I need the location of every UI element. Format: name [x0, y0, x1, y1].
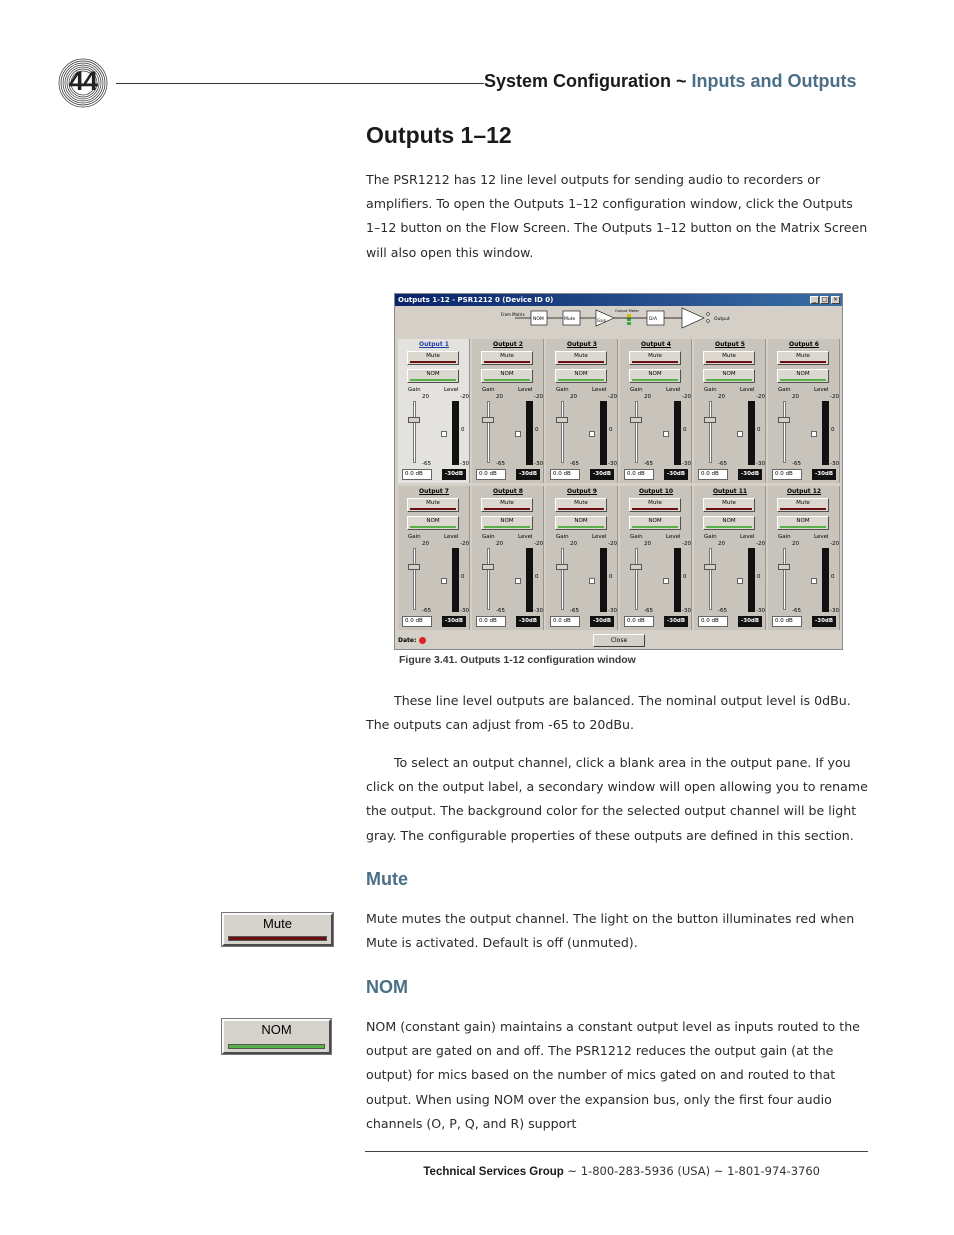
level-meter	[452, 548, 459, 612]
output-channel-label[interactable]: Output 11	[712, 488, 748, 495]
output-channel-label[interactable]: Output 1	[419, 341, 449, 348]
level-max-tick: -20	[756, 541, 765, 547]
page-title: Outputs 1–12	[366, 122, 512, 148]
nom-button-illustration	[222, 1019, 331, 1054]
mute-led-icon	[632, 508, 678, 510]
gain-value-field[interactable]: 0.0 dB	[772, 616, 802, 627]
gain-min-tick: -65	[422, 608, 431, 614]
level-mid-tick: 0	[535, 427, 539, 433]
window-close-button[interactable]: Close	[593, 634, 645, 647]
gain-min-tick: -65	[422, 461, 431, 467]
channel-nom-label: NOM	[796, 518, 810, 524]
nom-led-icon	[410, 526, 456, 528]
level-value-readout: -30dB	[664, 616, 688, 627]
level-min-tick: -30	[608, 461, 617, 467]
gain-min-tick: -65	[570, 461, 579, 467]
level-meter	[600, 548, 607, 612]
flow-da-label: D/A	[649, 317, 658, 322]
level-label: Level	[740, 534, 755, 540]
gain-max-tick: 20	[718, 394, 725, 400]
gain-min-tick: -65	[496, 461, 505, 467]
gain-label: Gain	[408, 387, 421, 393]
channel-mute-label: Mute	[426, 353, 440, 359]
mute-led-icon	[484, 361, 530, 363]
level-meter	[600, 401, 607, 465]
gain-label: Gain	[556, 387, 569, 393]
output-channel-strip[interactable]	[694, 486, 766, 630]
meter-hold-checkbox[interactable]	[737, 431, 743, 437]
channel-mute-label: Mute	[574, 353, 588, 359]
gain-slider-track[interactable]	[709, 401, 712, 463]
close-icon[interactable]: ×	[832, 296, 839, 303]
gain-slider-thumb[interactable]	[704, 417, 716, 423]
channel-nom-button[interactable]	[777, 369, 829, 383]
level-min-tick: -30	[830, 608, 839, 614]
level-meter	[526, 548, 533, 612]
nom-led-icon	[484, 379, 530, 381]
channel-mute-button[interactable]	[703, 498, 755, 512]
level-value-readout: -30dB	[812, 469, 836, 480]
level-mid-tick: 0	[831, 574, 835, 580]
signal-flow-diagram	[395, 307, 842, 339]
level-meter	[452, 401, 459, 465]
output-channel-strip[interactable]	[546, 486, 618, 630]
mute-led-icon	[410, 508, 456, 510]
level-mid-tick: 0	[609, 427, 613, 433]
select-channel-paragraph: To select an output channel, click a blank area in the output pane. If you click on the output label, a secondary window will open allowing you to rename the output. The background color for the selected output channel will be light gray. The configurable properties of these outputs are defined in this section.	[366, 755, 868, 843]
channel-nom-button[interactable]	[555, 516, 607, 530]
level-mid-tick: 0	[461, 574, 465, 580]
flow-nom-label: NOM	[533, 317, 544, 322]
footer-phone-usa: 1-800-283-5936 (USA)	[580, 1164, 711, 1178]
output-channel-strip[interactable]	[546, 339, 618, 483]
channel-mute-button[interactable]	[777, 351, 829, 365]
level-meter	[748, 401, 755, 465]
level-label: Level	[666, 387, 681, 393]
level-value-readout: -30dB	[812, 616, 836, 627]
gain-slider-thumb[interactable]	[556, 564, 568, 570]
gain-slider-thumb[interactable]	[704, 564, 716, 570]
output-channel-strip[interactable]	[768, 339, 840, 483]
nom-description: NOM (constant gain) maintains a constant output level as inputs routed to the output are gated on and off. The PSR1212 reduces the output gain (at the output) for mics based on the number of mics gated on and routed to that output. When using NOM over the expansion bus, only the first four audio channels (O, P, Q, and R) support	[366, 1019, 860, 1131]
meter-hold-checkbox[interactable]	[515, 431, 521, 437]
nom-led-icon	[558, 379, 604, 381]
level-label: Level	[814, 534, 829, 540]
gain-max-tick: 20	[718, 541, 725, 547]
level-meter	[674, 401, 681, 465]
flow-from-matrix-label: From Matrix	[501, 312, 525, 317]
channel-nom-button[interactable]	[777, 516, 829, 530]
meter-hold-checkbox[interactable]	[441, 431, 447, 437]
output-channel-label[interactable]: Output 4	[641, 341, 671, 348]
output-channel-strip[interactable]	[398, 339, 470, 483]
level-mid-tick: 0	[757, 574, 761, 580]
channel-mute-button[interactable]	[555, 498, 607, 512]
flow-meter-label: Output Meter	[615, 309, 640, 313]
footer-phone-intl: 1-801-974-3760	[727, 1164, 820, 1178]
output-channel-label[interactable]: Output 12	[786, 488, 822, 495]
gain-value-field[interactable]: 0.0 dB	[550, 469, 580, 480]
date-label: Date:	[398, 637, 417, 644]
nom-led-icon	[706, 379, 752, 381]
date-status-led-icon	[419, 637, 426, 644]
level-min-tick: -30	[460, 608, 469, 614]
channel-mute-label: Mute	[648, 500, 662, 506]
footer-sep-1: ~	[563, 1164, 581, 1178]
gain-min-tick: -65	[792, 461, 801, 467]
level-min-tick: -30	[756, 461, 765, 467]
outputs-config-window	[394, 293, 843, 650]
level-value-readout: -30dB	[590, 616, 614, 627]
level-value-readout: -30dB	[738, 469, 762, 480]
gain-value-field[interactable]: 0.0 dB	[698, 469, 728, 480]
meter-hold-checkbox[interactable]	[737, 578, 743, 584]
meter-hold-checkbox[interactable]	[441, 578, 447, 584]
gain-value-field[interactable]: 0.0 dB	[624, 616, 654, 627]
gain-slider-track[interactable]	[413, 401, 416, 463]
channel-mute-button[interactable]	[481, 351, 533, 365]
level-mid-tick: 0	[683, 427, 687, 433]
level-max-tick: -20	[460, 394, 469, 400]
channel-nom-button[interactable]	[703, 516, 755, 530]
gain-max-tick: 20	[422, 394, 429, 400]
flow-gain-label: Gain	[597, 318, 607, 323]
gain-label: Gain	[704, 534, 717, 540]
output-channel-label[interactable]: Output 2	[493, 341, 523, 348]
channel-mute-label: Mute	[574, 500, 588, 506]
minimize-icon[interactable]: _	[810, 296, 819, 304]
gain-max-tick: 20	[496, 394, 503, 400]
level-meter	[748, 548, 755, 612]
channel-mute-button[interactable]	[481, 498, 533, 512]
channel-nom-label: NOM	[426, 518, 440, 524]
gain-label: Gain	[778, 387, 791, 393]
header-subsection: Inputs and Outputs	[691, 71, 857, 91]
channel-mute-button[interactable]	[629, 351, 681, 365]
channel-nom-button[interactable]	[481, 516, 533, 530]
output-channel-label[interactable]: Output 9	[567, 488, 597, 495]
mute-led-icon	[484, 508, 530, 510]
level-label: Level	[666, 534, 681, 540]
window-titlebar	[395, 294, 842, 306]
channel-mute-button[interactable]	[777, 498, 829, 512]
level-min-tick: -30	[830, 461, 839, 467]
gain-min-tick: -65	[718, 608, 727, 614]
level-meter	[526, 401, 533, 465]
gain-slider-thumb[interactable]	[408, 417, 420, 423]
channel-nom-label: NOM	[722, 518, 736, 524]
gain-max-tick: 20	[496, 541, 503, 547]
mute-led-icon	[558, 361, 604, 363]
mute-led-icon	[558, 508, 604, 510]
channel-nom-label: NOM	[796, 371, 810, 377]
page-number: 44	[68, 66, 98, 96]
output-channel-label[interactable]: Output 6	[789, 341, 819, 348]
output-channel-label[interactable]: Output 5	[715, 341, 745, 348]
gain-min-tick: -65	[496, 608, 505, 614]
output-channel-strip[interactable]	[620, 339, 692, 483]
gain-slider-track[interactable]	[487, 548, 490, 610]
level-value-readout: -30dB	[442, 469, 466, 480]
gain-label: Gain	[556, 534, 569, 540]
channel-nom-label: NOM	[722, 371, 736, 377]
nom-led-icon	[780, 379, 826, 381]
gain-value-field[interactable]: 0.0 dB	[476, 469, 506, 480]
channel-nom-button[interactable]	[703, 369, 755, 383]
level-min-tick: -30	[534, 608, 543, 614]
nom-led-icon	[780, 526, 826, 528]
level-mid-tick: 0	[683, 574, 687, 580]
output-channel-label[interactable]: Output 10	[638, 488, 674, 495]
meter-hold-checkbox[interactable]	[663, 431, 669, 437]
output-channel-strip[interactable]	[768, 486, 840, 630]
window-title: Outputs 1-12 - PSR1212 0 (Device ID 0)	[398, 296, 554, 304]
figure-caption: Figure 3.41. Outputs 1-12 configuration window	[399, 654, 636, 666]
gain-label: Gain	[408, 534, 421, 540]
gain-min-tick: -65	[570, 608, 579, 614]
footer	[366, 1164, 820, 1178]
gain-value-field[interactable]: 0.0 dB	[772, 469, 802, 480]
footer-org: Technical Services Group	[423, 1166, 564, 1178]
running-header	[484, 71, 857, 92]
level-label: Level	[592, 387, 607, 393]
flow-output-amp-triangle	[682, 308, 704, 328]
gain-slider-track[interactable]	[487, 401, 490, 463]
gain-slider-track[interactable]	[635, 401, 638, 463]
nom-led-icon	[484, 526, 530, 528]
gain-value-field[interactable]: 0.0 dB	[624, 469, 654, 480]
level-max-tick: -20	[534, 394, 543, 400]
header-section: System Configuration	[484, 71, 672, 91]
gain-label: Gain	[482, 387, 495, 393]
footer-rule	[365, 1151, 868, 1152]
level-max-tick: -20	[830, 541, 839, 547]
mute-heading: Mute	[366, 869, 408, 889]
nom-button-label: NOM	[261, 1022, 292, 1037]
flow-output-label: Output	[714, 317, 730, 322]
gain-value-field[interactable]: 0.0 dB	[550, 616, 580, 627]
channel-nom-button[interactable]	[629, 516, 681, 530]
level-min-tick: -30	[682, 608, 691, 614]
footer-sep-2: ~	[710, 1164, 728, 1178]
gain-slider-thumb[interactable]	[482, 564, 494, 570]
output-channel-label[interactable]: Output 7	[419, 488, 449, 495]
channel-mute-button[interactable]	[629, 498, 681, 512]
nom-led-icon	[410, 379, 456, 381]
output-channel-strip[interactable]	[398, 486, 470, 630]
gain-slider-track[interactable]	[413, 548, 416, 610]
output-channel-label[interactable]: Output 8	[493, 488, 523, 495]
mute-led-icon	[228, 936, 327, 941]
meter-hold-checkbox[interactable]	[811, 431, 817, 437]
level-value-readout: -30dB	[664, 469, 688, 480]
gain-label: Gain	[630, 387, 643, 393]
gain-max-tick: 20	[570, 541, 577, 547]
balanced-outputs-paragraph: These line level outputs are balanced. The nominal output level is 0dBu. The outputs can adjust from -65 to 20dBu.	[366, 693, 851, 733]
gain-slider-track[interactable]	[709, 548, 712, 610]
channel-mute-button[interactable]	[407, 498, 459, 512]
level-label: Level	[444, 534, 459, 540]
gain-label: Gain	[704, 387, 717, 393]
gain-value-field[interactable]: 0.0 dB	[698, 616, 728, 627]
level-min-tick: -30	[682, 461, 691, 467]
channel-mute-label: Mute	[722, 353, 736, 359]
output-channel-strip[interactable]	[694, 339, 766, 483]
channel-mute-label: Mute	[500, 500, 514, 506]
level-max-tick: -20	[534, 541, 543, 547]
gain-value-field[interactable]: 0.0 dB	[402, 469, 432, 480]
level-max-tick: -20	[830, 394, 839, 400]
channel-nom-label: NOM	[574, 371, 588, 377]
channel-nom-label: NOM	[574, 518, 588, 524]
level-label: Level	[444, 387, 459, 393]
level-max-tick: -20	[682, 541, 691, 547]
nom-heading: NOM	[366, 977, 408, 997]
gain-slider-track[interactable]	[561, 401, 564, 463]
level-min-tick: -30	[608, 608, 617, 614]
nom-led-icon	[632, 379, 678, 381]
nom-led-icon	[706, 526, 752, 528]
gain-min-tick: -65	[792, 608, 801, 614]
level-meter	[674, 548, 681, 612]
level-min-tick: -30	[460, 461, 469, 467]
gain-label: Gain	[482, 534, 495, 540]
level-value-readout: -30dB	[590, 469, 614, 480]
gain-max-tick: 20	[570, 394, 577, 400]
nom-led-icon	[558, 526, 604, 528]
channel-grid	[398, 339, 839, 629]
maximize-icon[interactable]: □	[821, 296, 828, 303]
level-max-tick: -20	[460, 541, 469, 547]
gain-max-tick: 20	[644, 541, 651, 547]
level-max-tick: -20	[608, 541, 617, 547]
mute-button-illustration	[222, 913, 333, 946]
channel-mute-label: Mute	[722, 500, 736, 506]
level-max-tick: -20	[756, 394, 765, 400]
output-channel-strip[interactable]	[620, 486, 692, 630]
channel-mute-label: Mute	[500, 353, 514, 359]
channel-mute-label: Mute	[426, 500, 440, 506]
gain-slider-thumb[interactable]	[482, 417, 494, 423]
level-value-readout: -30dB	[738, 616, 762, 627]
mute-led-icon	[706, 361, 752, 363]
level-mid-tick: 0	[609, 574, 613, 580]
level-mid-tick: 0	[535, 574, 539, 580]
channel-mute-button[interactable]	[555, 351, 607, 365]
level-min-tick: -30	[756, 608, 765, 614]
gain-label: Gain	[778, 534, 791, 540]
channel-nom-button[interactable]	[407, 369, 459, 383]
channel-nom-label: NOM	[500, 518, 514, 524]
level-label: Level	[592, 534, 607, 540]
gain-value-field[interactable]: 0.0 dB	[476, 616, 506, 627]
meter-hold-checkbox[interactable]	[515, 578, 521, 584]
output-channel-strip[interactable]	[472, 339, 544, 483]
channel-nom-button[interactable]	[629, 369, 681, 383]
level-value-readout: -30dB	[516, 469, 540, 480]
level-max-tick: -20	[682, 394, 691, 400]
mute-led-icon	[706, 508, 752, 510]
mute-led-icon	[780, 508, 826, 510]
gain-min-tick: -65	[718, 461, 727, 467]
channel-nom-button[interactable]	[555, 369, 607, 383]
level-min-tick: -30	[534, 461, 543, 467]
channel-mute-label: Mute	[796, 500, 810, 506]
level-max-tick: -20	[608, 394, 617, 400]
gain-min-tick: -65	[644, 608, 653, 614]
gain-slider-thumb[interactable]	[408, 564, 420, 570]
mute-description: Mute mutes the output channel. The light on the button illuminates red when Mute is activated. Default is off (unmuted).	[366, 911, 855, 951]
gain-slider-thumb[interactable]	[778, 417, 790, 423]
level-meter	[822, 401, 829, 465]
gain-slider-track[interactable]	[783, 401, 786, 463]
header-rule	[116, 83, 484, 84]
mute-button-label: Mute	[263, 916, 292, 931]
gain-slider-thumb[interactable]	[630, 417, 642, 423]
level-mid-tick: 0	[831, 427, 835, 433]
gain-slider-track[interactable]	[561, 548, 564, 610]
level-mid-tick: 0	[757, 427, 761, 433]
channel-mute-button[interactable]	[407, 351, 459, 365]
nom-led-icon	[228, 1044, 325, 1049]
channel-nom-button[interactable]	[481, 369, 533, 383]
channel-nom-button[interactable]	[407, 516, 459, 530]
intro-paragraph: The PSR1212 has 12 line level outputs for sending audio to recorders or amplifiers. To open the Outputs 1–12 configuration window, click the Outputs 1–12 button on the Flow Screen. The Outputs 1–12 button on the Matrix Screen will also open this window.	[366, 172, 868, 260]
meter-hold-checkbox[interactable]	[811, 578, 817, 584]
meter-hold-checkbox[interactable]	[663, 578, 669, 584]
gain-slider-thumb[interactable]	[778, 564, 790, 570]
gain-max-tick: 20	[644, 394, 651, 400]
gain-max-tick: 20	[792, 394, 799, 400]
level-label: Level	[814, 387, 829, 393]
mute-led-icon	[410, 361, 456, 363]
mute-led-icon	[632, 361, 678, 363]
gain-max-tick: 20	[422, 541, 429, 547]
level-label: Level	[740, 387, 755, 393]
gain-max-tick: 20	[792, 541, 799, 547]
channel-nom-label: NOM	[648, 371, 662, 377]
meter-hold-checkbox[interactable]	[589, 431, 595, 437]
gain-min-tick: -65	[644, 461, 653, 467]
gain-value-field[interactable]: 0.0 dB	[402, 616, 432, 627]
level-mid-tick: 0	[461, 427, 465, 433]
level-label: Level	[518, 534, 533, 540]
level-meter	[822, 548, 829, 612]
gain-slider-thumb[interactable]	[630, 564, 642, 570]
flow-mute-label: Mute	[564, 317, 576, 322]
header-separator: ~	[671, 71, 692, 91]
channel-mute-label: Mute	[648, 353, 662, 359]
meter-hold-checkbox[interactable]	[589, 578, 595, 584]
gain-slider-track[interactable]	[635, 548, 638, 610]
channel-nom-label: NOM	[500, 371, 514, 377]
gain-slider-track[interactable]	[783, 548, 786, 610]
gain-slider-thumb[interactable]	[556, 417, 568, 423]
level-label: Level	[518, 387, 533, 393]
level-value-readout: -30dB	[516, 616, 540, 627]
channel-mute-label: Mute	[796, 353, 810, 359]
channel-mute-button[interactable]	[703, 351, 755, 365]
channel-nom-label: NOM	[426, 371, 440, 377]
level-value-readout: -30dB	[442, 616, 466, 627]
channel-nom-label: NOM	[648, 518, 662, 524]
mute-led-icon	[780, 361, 826, 363]
nom-led-icon	[632, 526, 678, 528]
gain-label: Gain	[630, 534, 643, 540]
output-channel-label[interactable]: Output 3	[567, 341, 597, 348]
output-channel-strip[interactable]	[472, 486, 544, 630]
